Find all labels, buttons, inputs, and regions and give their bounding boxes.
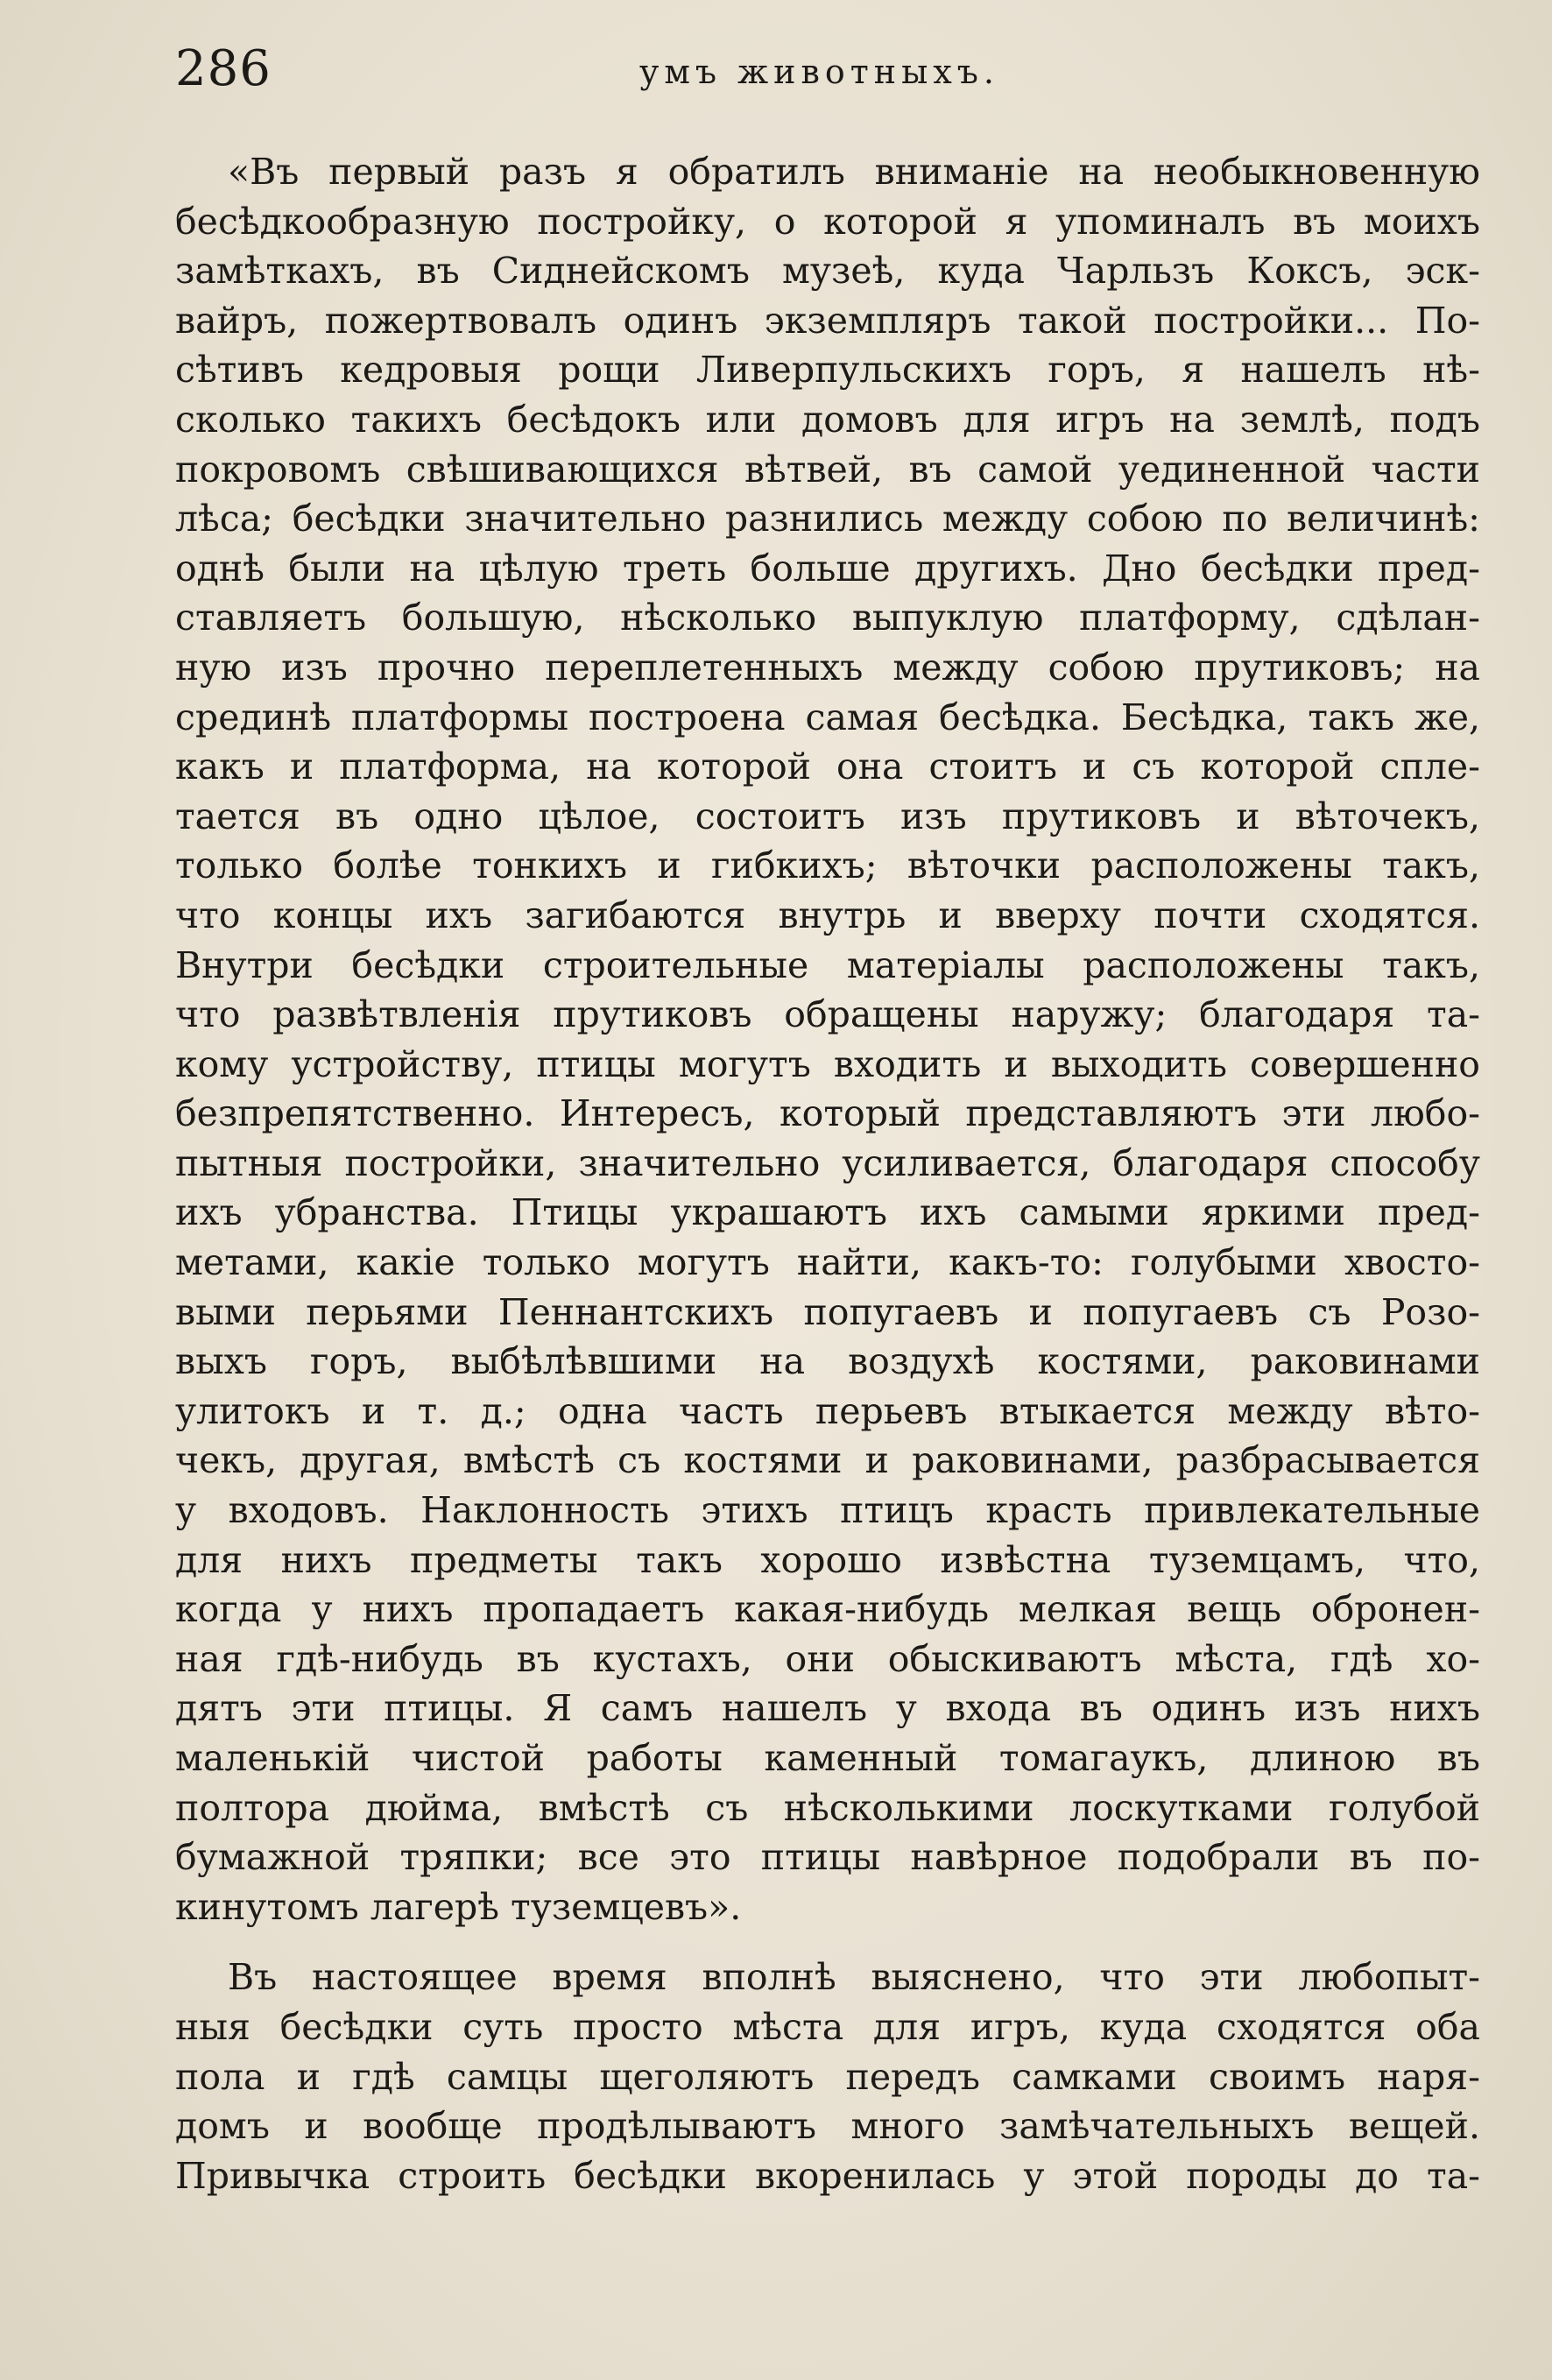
text-line: полтора дюйма, вмѣстѣ съ нѣсколькими лоскутками голубой: [175, 1786, 1480, 1829]
text-line: безпрепятственно. Интересъ, который представляютъ эти любо-: [175, 1092, 1480, 1135]
text-line: замѣткахъ, въ Сиднейскомъ музеѣ, куда Чарльзъ Коксъ, эск-: [175, 250, 1480, 293]
text-line: какъ и платформа, на которой она стоитъ и съ которой спле-: [175, 745, 1480, 788]
text-line: ная гдѣ-нибудь въ кустахъ, они обыскиваютъ мѣста, гдѣ хо-: [175, 1637, 1480, 1680]
text-line: ную изъ прочно переплетенныхъ между собою прутиковъ; на: [175, 646, 1480, 689]
text-line: пытныя постройки, значительно усиливается, благодаря способу: [175, 1141, 1480, 1184]
text-line: срединѣ платформы построена самая бесѣдка. Бесѣдка, такъ же,: [175, 696, 1480, 738]
running-title: умъ животныхъ.: [639, 53, 1000, 91]
text-line: кому устройству, птицы могутъ входить и выходить совершенно: [175, 1042, 1480, 1085]
text-line: выми перьями Пеннантскихъ попугаевъ и попугаевъ съ Розо-: [175, 1290, 1480, 1333]
text-line: сколько такихъ бесѣдокъ или домовъ для игръ на землѣ, подъ: [175, 398, 1480, 441]
text-line: тается въ одно цѣлое, состоитъ изъ прутиковъ и вѣточекъ,: [175, 795, 1480, 837]
text-line: Привычка строить бесѣдки вкоренилась у этой породы до та-: [175, 2154, 1480, 2197]
text-line: однѣ были на цѣлую треть больше другихъ. Дно бесѣдки пред-: [175, 547, 1480, 590]
text-line: ихъ убранства. Птицы украшаютъ ихъ самыми яркими пред-: [175, 1191, 1480, 1234]
text-line: что концы ихъ загибаются внутрь и вверху почти сходятся.: [175, 893, 1480, 936]
body-text: [175, 147, 1480, 2200]
text-line: ставляетъ большую, нѣсколько выпуклую платформу, сдѣлан-: [175, 597, 1480, 639]
text-line: у входовъ. Наклонность этихъ птицъ красть привлекательные: [175, 1489, 1480, 1532]
text-line: выхъ горъ, выбѣлѣвшими на воздухѣ костями, раковинами: [175, 1340, 1480, 1383]
text-line: бесѣдкообразную постройку, о которой я упоминалъ въ моихъ: [175, 200, 1480, 243]
text-line: только болѣе тонкихъ и гибкихъ; вѣточки расположены такъ,: [175, 844, 1480, 887]
text-line: что развѣтвленія прутиковъ обращены наружу; благодаря та-: [175, 993, 1480, 1036]
text-line: маленькій чистой работы каменный томагаукъ, длиною въ: [175, 1737, 1480, 1779]
text-line: кинутомъ лагерѣ туземцевъ».: [175, 1885, 742, 1928]
text-line: покровомъ свѣшивающихся вѣтвей, въ самой уединенной части: [175, 448, 1480, 491]
text-line: Внутри бесѣдки строительные матеріалы расположены такъ,: [175, 943, 1480, 986]
text-line: «Въ первый разъ я обратилъ вниманіе на необыкновенную: [228, 151, 1480, 193]
text-line: Въ настоящее время вполнѣ выяснено, что эти любопыт-: [228, 1956, 1480, 1999]
page-header: [175, 40, 1480, 110]
text-line: улитокъ и т. д.; одна часть перьевъ втыкается между вѣто-: [175, 1389, 1480, 1432]
text-line: пола и гдѣ самцы щеголяютъ передъ самками своимъ наря-: [175, 2055, 1480, 2098]
text-line: чекъ, другая, вмѣстѣ съ костями и раковинами, разбрасывается: [175, 1439, 1480, 1482]
text-line: метами, какіе только могутъ найти, какъ-то: голубыми хвосто-: [175, 1241, 1480, 1284]
text-line: домъ и вообще продѣлываютъ много замѣчательныхъ вещей.: [175, 2105, 1480, 2148]
text-line: вайръ, пожертвовалъ одинъ экземпляръ такой постройки... По-: [175, 299, 1480, 342]
text-line: дятъ эти птицы. Я самъ нашелъ у входа въ одинъ изъ нихъ: [175, 1687, 1480, 1730]
text-line: бумажной тряпки; все это птицы навѣрное подобрали въ по-: [175, 1836, 1480, 1879]
text-line: ныя бесѣдки суть просто мѣста для игръ, куда сходятся оба: [175, 2005, 1480, 2048]
page-number: 286: [175, 40, 272, 97]
text-line: когда у нихъ пропадаетъ какая-нибудь мелкая вещь обронен-: [175, 1588, 1480, 1631]
text-line: сѣтивъ кедровыя рощи Ливерпульскихъ горъ, я нашелъ нѣ-: [175, 349, 1480, 392]
text-line: для нихъ предметы такъ хорошо извѣстна туземцамъ, что,: [175, 1538, 1480, 1581]
text-line: лѣса; бесѣдки значительно разнились между собою по величинѣ:: [175, 498, 1480, 540]
